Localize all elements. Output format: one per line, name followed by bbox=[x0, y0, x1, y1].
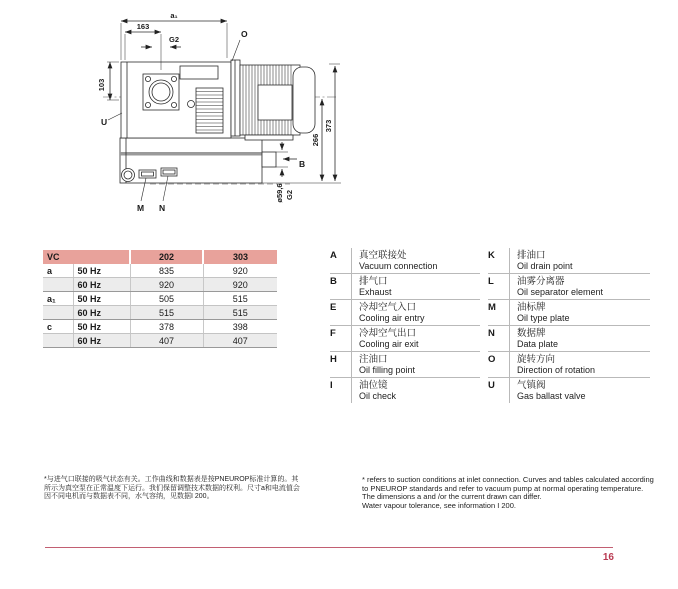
footnote-line: 所示为真空泵在正常温度下运行。我们保留调整技术数据的权利。尺寸a和电流值会 bbox=[44, 484, 300, 492]
legend-zh: 气镇阀 bbox=[517, 380, 546, 391]
legend-zh: 注油口 bbox=[359, 354, 388, 365]
legend-en: Oil filling point bbox=[359, 365, 416, 375]
legend-zh: 真空联接处 bbox=[359, 250, 407, 261]
table-header-202: 202 bbox=[130, 250, 203, 264]
legend-key: H bbox=[330, 354, 337, 365]
value-303: 920 bbox=[203, 278, 277, 292]
oil-sight-glass bbox=[122, 169, 135, 182]
value-303: 515 bbox=[203, 292, 277, 306]
legend-item-o bbox=[488, 352, 650, 378]
legend-zh: 冷却空气入口 bbox=[359, 302, 417, 313]
legend-item-e bbox=[330, 300, 480, 326]
dim-163-label: 163 bbox=[136, 22, 150, 31]
dim-letter: a bbox=[43, 264, 73, 278]
footnote-line: * refers to suction conditions at inlet connection. Curves and tables calculated according bbox=[362, 475, 654, 484]
table-row bbox=[43, 278, 277, 292]
legend-key: U bbox=[488, 380, 495, 391]
dim-103-label: 103 bbox=[97, 78, 106, 92]
frequency: 50 Hz bbox=[73, 320, 130, 334]
dim-letter bbox=[43, 306, 73, 320]
dim-diameter-label: ø59,6 bbox=[275, 183, 284, 203]
footnote-line: The dimensions a and /or the current drawn can differ. bbox=[362, 492, 542, 502]
motor-foot bbox=[245, 135, 293, 140]
legend-item-f bbox=[330, 326, 480, 352]
legend-en: Oil separator element bbox=[517, 287, 604, 297]
legend-item-n bbox=[488, 326, 650, 352]
value-202: 515 bbox=[130, 306, 203, 320]
legend-en: Cooling air exit bbox=[359, 339, 419, 349]
footnote-line: *与进气口联接的吸气状态有关。工作曲线和数据表是按PNEUROP标准计算的。其 bbox=[44, 476, 299, 483]
legend-en: Cooling air entry bbox=[359, 313, 425, 323]
callout-n: N bbox=[159, 203, 166, 213]
value-303: 515 bbox=[203, 306, 277, 320]
legend-key: M bbox=[488, 302, 496, 313]
legend-key: A bbox=[330, 250, 337, 261]
callout-m: M bbox=[137, 203, 145, 213]
inlet-flange bbox=[143, 74, 179, 110]
legend-item-h bbox=[330, 352, 480, 378]
frequency: 60 Hz bbox=[73, 278, 130, 292]
value-202: 378 bbox=[130, 320, 203, 334]
legend-column-right bbox=[488, 248, 650, 403]
value-303: 920 bbox=[203, 264, 277, 278]
legend-key: N bbox=[488, 328, 495, 339]
frequency: 50 Hz bbox=[73, 264, 130, 278]
legend-item-i bbox=[330, 378, 480, 403]
footnote-line: 因不同电机而与数据表不同，水气容纳，见数据I 200。 bbox=[44, 493, 214, 501]
legend-en: Data plate bbox=[517, 339, 559, 349]
footnote-chinese bbox=[44, 476, 300, 502]
legend-item-u bbox=[488, 378, 650, 403]
callout-b: B bbox=[299, 159, 306, 169]
legend-zh: 排油口 bbox=[517, 250, 546, 261]
motor-end-cap bbox=[293, 67, 315, 133]
legend-zh: 油位镜 bbox=[359, 380, 388, 391]
exhaust-port bbox=[262, 152, 276, 167]
dim-letter: c bbox=[43, 320, 73, 334]
legend-en: Exhaust bbox=[359, 287, 392, 297]
thread-g2-bottom-label: G2 bbox=[285, 189, 294, 201]
value-202: 920 bbox=[130, 278, 203, 292]
legend-key: F bbox=[330, 328, 336, 339]
footer-rule bbox=[45, 547, 613, 548]
legend-zh: 油雾分离器 bbox=[517, 276, 565, 287]
frequency: 60 Hz bbox=[73, 306, 130, 320]
footnote-line: Water vapour tolerance, see information I 200. bbox=[362, 501, 516, 511]
legend-en: Oil check bbox=[359, 391, 397, 401]
table-header-vc: VC bbox=[43, 250, 130, 264]
footnote-line: to PNEUROP standards and refer to vacuum pump at normal operating temperature. bbox=[362, 483, 644, 493]
table-row bbox=[43, 334, 277, 348]
footnote-english bbox=[362, 476, 654, 511]
dim-373-label: 373 bbox=[324, 119, 333, 133]
table-row bbox=[43, 320, 277, 334]
dim-letter bbox=[43, 334, 73, 348]
value-202: 505 bbox=[130, 292, 203, 306]
legend-key: L bbox=[488, 276, 494, 287]
table-row bbox=[43, 306, 277, 320]
table-row bbox=[43, 264, 277, 278]
legend-en: Oil type plate bbox=[517, 313, 570, 323]
dimensions-table bbox=[43, 250, 277, 348]
legend-item-m bbox=[488, 300, 650, 326]
legend-zh: 排气口 bbox=[359, 276, 388, 287]
legend-key: K bbox=[488, 250, 495, 261]
legend-zh: 旋转方向 bbox=[517, 354, 556, 365]
legend-en: Vacuum connection bbox=[359, 261, 438, 271]
adapter-flange bbox=[231, 60, 240, 136]
legend-en: Direction of rotation bbox=[517, 365, 596, 375]
legend-en: Gas ballast valve bbox=[517, 391, 586, 401]
frequency: 50 Hz bbox=[73, 292, 130, 306]
oil-level-band bbox=[120, 152, 262, 156]
legend-item-a bbox=[330, 248, 480, 274]
value-303: 398 bbox=[203, 320, 277, 334]
legend-en: Oil drain point bbox=[517, 261, 573, 271]
dim-a1-label: a₁ bbox=[170, 11, 178, 20]
value-202: 407 bbox=[130, 334, 203, 348]
legend-item-l bbox=[488, 274, 650, 300]
table-header-303: 303 bbox=[203, 250, 277, 264]
legend-zh: 油标牌 bbox=[517, 302, 546, 313]
table-header-row bbox=[43, 250, 277, 264]
legend-key: O bbox=[488, 354, 496, 365]
legend-column-left bbox=[330, 248, 480, 403]
callout-u: U bbox=[101, 117, 108, 127]
page-number: 16 bbox=[602, 552, 614, 563]
legend-zh: 数据牌 bbox=[517, 328, 546, 339]
value-202: 835 bbox=[130, 264, 203, 278]
value-303: 407 bbox=[203, 334, 277, 348]
table-row bbox=[43, 292, 277, 306]
dim-266-label: 266 bbox=[311, 133, 320, 147]
dim-letter: a₁ bbox=[43, 292, 73, 306]
pump-side-view bbox=[95, 8, 345, 213]
legend-item-b bbox=[330, 274, 480, 300]
pump-technical-drawing bbox=[95, 8, 345, 213]
dim-letter bbox=[43, 278, 73, 292]
legend-key: B bbox=[330, 276, 337, 287]
legend-zh: 冷却空气出口 bbox=[359, 328, 417, 339]
terminal-box bbox=[258, 85, 292, 120]
legend-key: E bbox=[330, 302, 337, 313]
legend-key: I bbox=[330, 380, 333, 391]
frequency: 60 Hz bbox=[73, 334, 130, 348]
callout-o: O bbox=[241, 29, 248, 39]
thread-g2-top-label: G2 bbox=[169, 35, 180, 44]
legend-item-k bbox=[488, 248, 650, 274]
